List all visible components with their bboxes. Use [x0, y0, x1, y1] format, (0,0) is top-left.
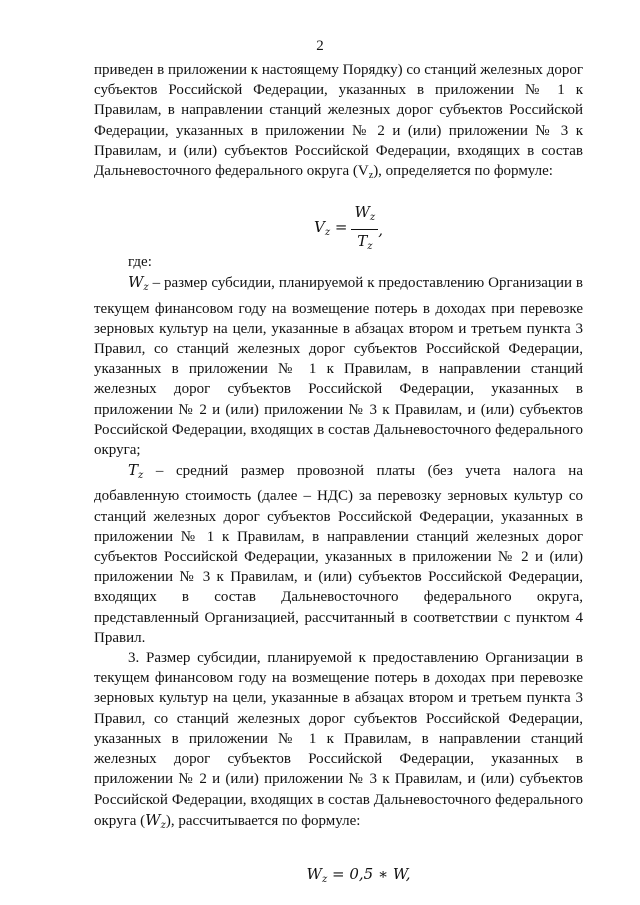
definition-wz-sub: z: [143, 282, 149, 294]
formula-wz-lhs-sub: z: [321, 873, 328, 885]
formula-vz-denominator: T: [357, 232, 368, 251]
definition-tz-sub: z: [138, 470, 144, 482]
paragraph-3-text: 3. Размер субсидии, планируемой к предоставлению Организации в текущем финансовом году на возмещение потерь в доходах при перевозке зерновых культур на цели, указанные в абзацах втором и третьем пункта 3 Правил, со станций железных дорог субъектов Российской Федерации, указанных в приложении № 1 к Правилам, в направлении станций железных дорог субъектов Российской Федерации, указанных в приложении № 2 и (или) приложении № 3 к Правилам, и (или) субъектов Российской Федерации, входящих в состав Дальневосточного федерального округа (: [94, 650, 583, 829]
formula-vz-numerator: W: [354, 203, 370, 222]
formula-vz: [94, 186, 583, 252]
formula-vz-lhs: V: [314, 217, 325, 236]
paragraph-3-sub: z: [160, 819, 166, 831]
definition-wz-text: – размер субсидии, планируемой к предоставлению Организации в текущем финансовом году на возмещение потерь в доходах при перевозке зерновых культур на цели, указанные в абзацах втором и третьем пункта 3 Правил, со станций железных дорог субъектов Российской Федерации, указанных в приложении № 1 к Правилам, в направлении станций железных дорог субъектов Российской Федерации, указанных в приложении № 2 и (или) приложении № 3 к Правилам, и (или) субъектов Российской Федерации, входящих в состав Дальневосточного федерального округа;: [94, 275, 583, 459]
formula-vz-tail: ,: [378, 220, 383, 239]
definition-tz: [94, 460, 583, 648]
where-label: где:: [128, 254, 152, 271]
document-body: [94, 60, 583, 890]
paragraph-3-end: ), рассчитывается по формуле:: [165, 812, 361, 829]
definition-tz-text: – средний размер провозной платы (без учета налога на добавленную стоимость (далее – НДС) за перевозку зерновых культур со станций железных дорог субъектов Российской Федерации, указанных в приложении № 1 к Правилам, в направлении станций железных дорог субъектов Российской Федерации, указанных в приложении № 2 и (или) приложении № 3 к Правилам, и (или) субъектов Российской Федерации, входящих в состав Дальневосточного федерального округа, представленный Организацией, рассчитанный в соответствии с пунктом 4 Правил.: [94, 463, 583, 646]
paragraph-3: [94, 648, 583, 836]
formula-wz-rhs: = 0,5 ∗ W,: [327, 864, 411, 883]
formula-vz-denominator-sub: z: [367, 241, 373, 253]
paragraph-3-symbol: W: [145, 810, 161, 829]
formula-vz-lhs-sub: z: [324, 226, 331, 238]
formula-wz-lhs: W: [306, 864, 322, 883]
paragraph-intro: [94, 60, 583, 186]
paragraph-intro-end: ), определяется по формуле:: [373, 163, 553, 180]
definition-wz-symbol: W: [128, 273, 144, 292]
formula-vz-eq: =: [330, 217, 348, 236]
paragraph-intro-sub: z: [368, 170, 374, 182]
definition-wz: [94, 272, 583, 460]
formula-wz: [134, 864, 583, 890]
definition-tz-symbol: T: [128, 461, 139, 480]
formula-vz-numerator-sub: z: [369, 212, 376, 224]
paragraph-intro-text: приведен в приложении к настоящему Порядку) со станций железных дорог субъектов Российской Федерации, указанных в приложении № 1 к Правилам, в направлении станций железных дорог субъектов Российской Федерации, указанных в приложении № 2 и (или) приложении № 3 к Правилам, и (или) субъектов Российской Федерации, входящих в состав Дальневосточного федерального округа (V: [94, 62, 583, 180]
page-number: 2: [316, 38, 324, 54]
